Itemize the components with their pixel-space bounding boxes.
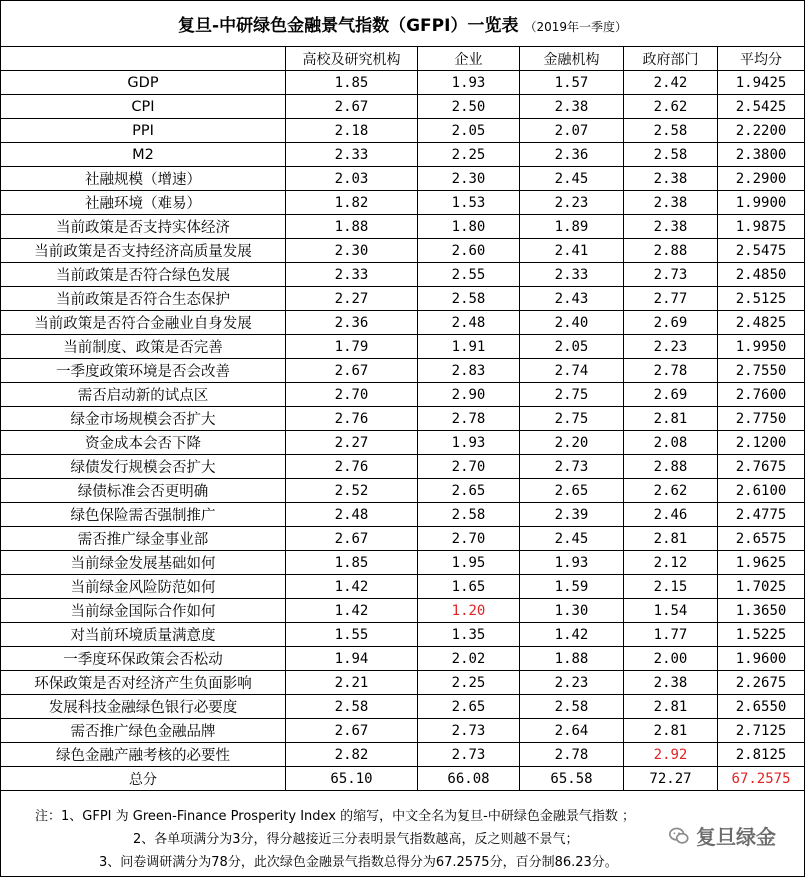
value-cell: 2.25 bbox=[418, 671, 520, 695]
column-header: 企业 bbox=[418, 47, 520, 71]
row-label: PPI bbox=[1, 119, 286, 143]
value-cell: 2.83 bbox=[418, 359, 520, 383]
value-cell: 66.08 bbox=[418, 767, 520, 791]
row-label: 社融环境（难易） bbox=[1, 191, 286, 215]
value-cell: 2.73 bbox=[418, 719, 520, 743]
row-label: 绿债标准会否更明确 bbox=[1, 479, 286, 503]
value-cell: 1.9625 bbox=[718, 551, 805, 575]
value-cell: 2.67 bbox=[286, 719, 418, 743]
column-header: 政府部门 bbox=[624, 47, 718, 71]
value-cell: 2.30 bbox=[418, 167, 520, 191]
value-cell: 2.18 bbox=[286, 119, 418, 143]
value-cell: 2.81 bbox=[624, 527, 718, 551]
value-cell: 1.42 bbox=[286, 599, 418, 623]
value-cell: 2.62 bbox=[624, 95, 718, 119]
value-cell: 2.58 bbox=[624, 143, 718, 167]
row-label: 需否推广绿色金融品牌 bbox=[1, 719, 286, 743]
value-cell: 72.27 bbox=[624, 767, 718, 791]
value-cell: 67.2575 bbox=[718, 767, 805, 791]
value-cell: 2.07 bbox=[520, 119, 624, 143]
value-cell: 2.33 bbox=[286, 263, 418, 287]
value-cell: 2.2675 bbox=[718, 671, 805, 695]
table-row bbox=[1, 599, 805, 623]
value-cell: 2.03 bbox=[286, 167, 418, 191]
table-row bbox=[1, 503, 805, 527]
table-row bbox=[1, 215, 805, 239]
table-row bbox=[1, 551, 805, 575]
table-body bbox=[1, 1, 805, 877]
value-cell: 2.8125 bbox=[718, 743, 805, 767]
value-cell: 2.2200 bbox=[718, 119, 805, 143]
value-cell: 2.65 bbox=[418, 695, 520, 719]
value-cell: 2.78 bbox=[520, 743, 624, 767]
value-cell: 2.65 bbox=[418, 479, 520, 503]
table-row bbox=[1, 743, 805, 767]
note-line-2: 2、各单项满分为3分，得分越接近三分表明景气指数越高，反之则越不景气； bbox=[133, 832, 579, 847]
table-row bbox=[1, 287, 805, 311]
value-cell: 2.52 bbox=[286, 479, 418, 503]
table-row bbox=[1, 671, 805, 695]
table-row bbox=[1, 623, 805, 647]
row-label: 当前绿金风险防范如何 bbox=[1, 575, 286, 599]
value-cell: 2.48 bbox=[286, 503, 418, 527]
value-cell: 1.77 bbox=[624, 623, 718, 647]
value-cell: 2.33 bbox=[286, 143, 418, 167]
row-label: 环保政策是否对经济产生负面影响 bbox=[1, 671, 286, 695]
value-cell: 2.67 bbox=[286, 527, 418, 551]
value-cell: 2.58 bbox=[520, 695, 624, 719]
value-cell: 2.67 bbox=[286, 95, 418, 119]
value-cell: 1.9875 bbox=[718, 215, 805, 239]
value-cell: 2.67 bbox=[286, 359, 418, 383]
value-cell: 2.4825 bbox=[718, 311, 805, 335]
row-label: 当前绿金发展基础如何 bbox=[1, 551, 286, 575]
header-row bbox=[1, 47, 805, 71]
value-cell: 1.54 bbox=[624, 599, 718, 623]
value-cell: 2.7125 bbox=[718, 719, 805, 743]
notes-cell bbox=[1, 791, 805, 877]
table-row bbox=[1, 263, 805, 287]
value-cell: 2.27 bbox=[286, 431, 418, 455]
value-cell: 2.7600 bbox=[718, 383, 805, 407]
value-cell: 2.5125 bbox=[718, 287, 805, 311]
value-cell: 2.23 bbox=[624, 335, 718, 359]
value-cell: 2.30 bbox=[286, 239, 418, 263]
row-label: 发展科技金融绿色银行必要度 bbox=[1, 695, 286, 719]
value-cell: 1.55 bbox=[286, 623, 418, 647]
table-row bbox=[1, 239, 805, 263]
table-row bbox=[1, 167, 805, 191]
header-corner bbox=[1, 47, 286, 71]
total-row bbox=[1, 767, 805, 791]
row-label: 当前政策是否符合绿色发展 bbox=[1, 263, 286, 287]
value-cell: 2.33 bbox=[520, 263, 624, 287]
value-cell: 2.81 bbox=[624, 719, 718, 743]
value-cell: 2.45 bbox=[520, 167, 624, 191]
value-cell: 2.5475 bbox=[718, 239, 805, 263]
value-cell: 1.5225 bbox=[718, 623, 805, 647]
value-cell: 1.42 bbox=[286, 575, 418, 599]
value-cell: 2.82 bbox=[286, 743, 418, 767]
value-cell: 2.20 bbox=[520, 431, 624, 455]
value-cell: 2.58 bbox=[624, 119, 718, 143]
value-cell: 2.15 bbox=[624, 575, 718, 599]
value-cell: 2.42 bbox=[624, 71, 718, 95]
value-cell: 2.7675 bbox=[718, 455, 805, 479]
row-label: 一季度政策环境是否会改善 bbox=[1, 359, 286, 383]
row-label: CPI bbox=[1, 95, 286, 119]
notes-row bbox=[1, 791, 805, 877]
row-label: 当前政策是否符合生态保护 bbox=[1, 287, 286, 311]
note-line-3: 3、问卷调研满分为78分，此次绿色金融景气指数总得分为67.2575分，百分制86.23分。 bbox=[99, 855, 618, 870]
value-cell: 2.25 bbox=[418, 143, 520, 167]
title-cell bbox=[1, 1, 805, 47]
value-cell: 2.05 bbox=[520, 335, 624, 359]
value-cell: 1.80 bbox=[418, 215, 520, 239]
wechat-icon bbox=[668, 825, 690, 847]
value-cell: 2.46 bbox=[624, 503, 718, 527]
value-cell: 2.36 bbox=[286, 311, 418, 335]
value-cell: 2.43 bbox=[520, 287, 624, 311]
value-cell: 2.75 bbox=[520, 407, 624, 431]
value-cell: 1.82 bbox=[286, 191, 418, 215]
value-cell: 2.73 bbox=[624, 263, 718, 287]
value-cell: 2.36 bbox=[520, 143, 624, 167]
value-cell: 1.30 bbox=[520, 599, 624, 623]
table-row bbox=[1, 71, 805, 95]
value-cell: 2.65 bbox=[520, 479, 624, 503]
value-cell: 1.93 bbox=[520, 551, 624, 575]
value-cell: 2.88 bbox=[624, 455, 718, 479]
value-cell: 2.4850 bbox=[718, 263, 805, 287]
value-cell: 1.7025 bbox=[718, 575, 805, 599]
value-cell: 2.6100 bbox=[718, 479, 805, 503]
value-cell: 2.4775 bbox=[718, 503, 805, 527]
column-header: 高校及研究机构 bbox=[286, 47, 418, 71]
value-cell: 1.3650 bbox=[718, 599, 805, 623]
value-cell: 1.88 bbox=[520, 647, 624, 671]
value-cell: 1.57 bbox=[520, 71, 624, 95]
value-cell: 2.08 bbox=[624, 431, 718, 455]
value-cell: 2.50 bbox=[418, 95, 520, 119]
value-cell: 1.20 bbox=[418, 599, 520, 623]
value-cell: 2.73 bbox=[520, 455, 624, 479]
table-row bbox=[1, 95, 805, 119]
value-cell: 2.1200 bbox=[718, 431, 805, 455]
value-cell: 2.78 bbox=[624, 359, 718, 383]
value-cell: 2.38 bbox=[624, 191, 718, 215]
value-cell: 1.35 bbox=[418, 623, 520, 647]
value-cell: 1.94 bbox=[286, 647, 418, 671]
value-cell: 2.48 bbox=[418, 311, 520, 335]
value-cell: 2.7550 bbox=[718, 359, 805, 383]
page-subtitle: （2019年一季度） bbox=[524, 20, 627, 34]
value-cell: 2.39 bbox=[520, 503, 624, 527]
value-cell: 2.7750 bbox=[718, 407, 805, 431]
value-cell: 2.21 bbox=[286, 671, 418, 695]
value-cell: 2.64 bbox=[520, 719, 624, 743]
value-cell: 2.60 bbox=[418, 239, 520, 263]
value-cell: 65.10 bbox=[286, 767, 418, 791]
value-cell: 2.70 bbox=[418, 527, 520, 551]
row-label: 当前制度、政策是否完善 bbox=[1, 335, 286, 359]
table-row bbox=[1, 575, 805, 599]
row-label: 总分 bbox=[1, 767, 286, 791]
title-row bbox=[1, 1, 805, 47]
table-row bbox=[1, 359, 805, 383]
value-cell: 2.45 bbox=[520, 527, 624, 551]
value-cell: 2.69 bbox=[624, 383, 718, 407]
row-label: 当前政策是否支持经济高质量发展 bbox=[1, 239, 286, 263]
column-header: 平均分 bbox=[718, 47, 805, 71]
value-cell: 2.12 bbox=[624, 551, 718, 575]
row-label: 需否推广绿金事业部 bbox=[1, 527, 286, 551]
value-cell: 2.6550 bbox=[718, 695, 805, 719]
value-cell: 2.38 bbox=[624, 671, 718, 695]
value-cell: 2.58 bbox=[418, 287, 520, 311]
value-cell: 2.70 bbox=[418, 455, 520, 479]
value-cell: 1.59 bbox=[520, 575, 624, 599]
row-label: 当前政策是否支持实体经济 bbox=[1, 215, 286, 239]
page-title: 复旦-中研绿色金融景气指数（GFPI）一览表 bbox=[178, 16, 519, 36]
table-row bbox=[1, 431, 805, 455]
value-cell: 1.95 bbox=[418, 551, 520, 575]
value-cell: 1.93 bbox=[418, 71, 520, 95]
value-cell: 1.85 bbox=[286, 551, 418, 575]
value-cell: 65.58 bbox=[520, 767, 624, 791]
row-label: M2 bbox=[1, 143, 286, 167]
value-cell: 2.69 bbox=[624, 311, 718, 335]
value-cell: 2.81 bbox=[624, 407, 718, 431]
value-cell: 1.42 bbox=[520, 623, 624, 647]
value-cell: 1.9900 bbox=[718, 191, 805, 215]
value-cell: 2.38 bbox=[520, 95, 624, 119]
table-row bbox=[1, 119, 805, 143]
value-cell: 2.05 bbox=[418, 119, 520, 143]
value-cell: 2.77 bbox=[624, 287, 718, 311]
value-cell: 2.58 bbox=[286, 695, 418, 719]
value-cell: 2.76 bbox=[286, 455, 418, 479]
value-cell: 1.91 bbox=[418, 335, 520, 359]
value-cell: 2.00 bbox=[624, 647, 718, 671]
value-cell: 2.6575 bbox=[718, 527, 805, 551]
notes-block bbox=[1, 791, 804, 876]
value-cell: 2.70 bbox=[286, 383, 418, 407]
value-cell: 2.81 bbox=[624, 695, 718, 719]
table-row bbox=[1, 407, 805, 431]
value-cell: 2.58 bbox=[418, 503, 520, 527]
row-label: GDP bbox=[1, 71, 286, 95]
value-cell: 2.02 bbox=[418, 647, 520, 671]
value-cell: 2.40 bbox=[520, 311, 624, 335]
table-row bbox=[1, 527, 805, 551]
table-row bbox=[1, 647, 805, 671]
value-cell: 2.62 bbox=[624, 479, 718, 503]
value-cell: 2.41 bbox=[520, 239, 624, 263]
value-cell: 2.38 bbox=[624, 215, 718, 239]
value-cell: 2.2900 bbox=[718, 167, 805, 191]
row-label: 社融规模（增速） bbox=[1, 167, 286, 191]
watermark-text: 复旦绿金 bbox=[696, 825, 777, 849]
value-cell: 2.38 bbox=[624, 167, 718, 191]
value-cell: 2.75 bbox=[520, 383, 624, 407]
value-cell: 1.79 bbox=[286, 335, 418, 359]
row-label: 资金成本会否下降 bbox=[1, 431, 286, 455]
table-row bbox=[1, 191, 805, 215]
value-cell: 2.88 bbox=[624, 239, 718, 263]
table-row bbox=[1, 143, 805, 167]
value-cell: 1.9425 bbox=[718, 71, 805, 95]
value-cell: 2.74 bbox=[520, 359, 624, 383]
table-row bbox=[1, 335, 805, 359]
value-cell: 1.65 bbox=[418, 575, 520, 599]
row-label: 一季度环保政策会否松动 bbox=[1, 647, 286, 671]
table-row bbox=[1, 311, 805, 335]
row-label: 需否启动新的试点区 bbox=[1, 383, 286, 407]
value-cell: 2.76 bbox=[286, 407, 418, 431]
note-line-1: 注：1、GFPI 为 Green-Finance Prosperity Index 的缩写，中文全名为复旦-中研绿色金融景气指数 ； bbox=[35, 809, 635, 824]
value-cell: 2.92 bbox=[624, 743, 718, 767]
row-label: 绿债发行规模会否扩大 bbox=[1, 455, 286, 479]
value-cell: 2.90 bbox=[418, 383, 520, 407]
row-label: 当前政策是否符合金融业自身发展 bbox=[1, 311, 286, 335]
value-cell: 2.78 bbox=[418, 407, 520, 431]
value-cell: 1.85 bbox=[286, 71, 418, 95]
watermark bbox=[666, 821, 778, 850]
table-row bbox=[1, 695, 805, 719]
table-row bbox=[1, 455, 805, 479]
value-cell: 2.5425 bbox=[718, 95, 805, 119]
value-cell: 1.88 bbox=[286, 215, 418, 239]
row-label: 绿金市场规模会否扩大 bbox=[1, 407, 286, 431]
value-cell: 1.89 bbox=[520, 215, 624, 239]
value-cell: 1.53 bbox=[418, 191, 520, 215]
value-cell: 2.55 bbox=[418, 263, 520, 287]
value-cell: 2.3800 bbox=[718, 143, 805, 167]
value-cell: 1.93 bbox=[418, 431, 520, 455]
value-cell: 1.9950 bbox=[718, 335, 805, 359]
value-cell: 2.27 bbox=[286, 287, 418, 311]
value-cell: 2.23 bbox=[520, 191, 624, 215]
column-header: 金融机构 bbox=[520, 47, 624, 71]
table-row bbox=[1, 479, 805, 503]
value-cell: 2.23 bbox=[520, 671, 624, 695]
table-row bbox=[1, 383, 805, 407]
value-cell: 1.9600 bbox=[718, 647, 805, 671]
value-cell: 2.73 bbox=[418, 743, 520, 767]
row-label: 绿色保险需否强制推广 bbox=[1, 503, 286, 527]
row-label: 当前绿金国际合作如何 bbox=[1, 599, 286, 623]
table-row bbox=[1, 719, 805, 743]
row-label: 对当前环境质量满意度 bbox=[1, 623, 286, 647]
row-label: 绿色金融产融考核的必要性 bbox=[1, 743, 286, 767]
